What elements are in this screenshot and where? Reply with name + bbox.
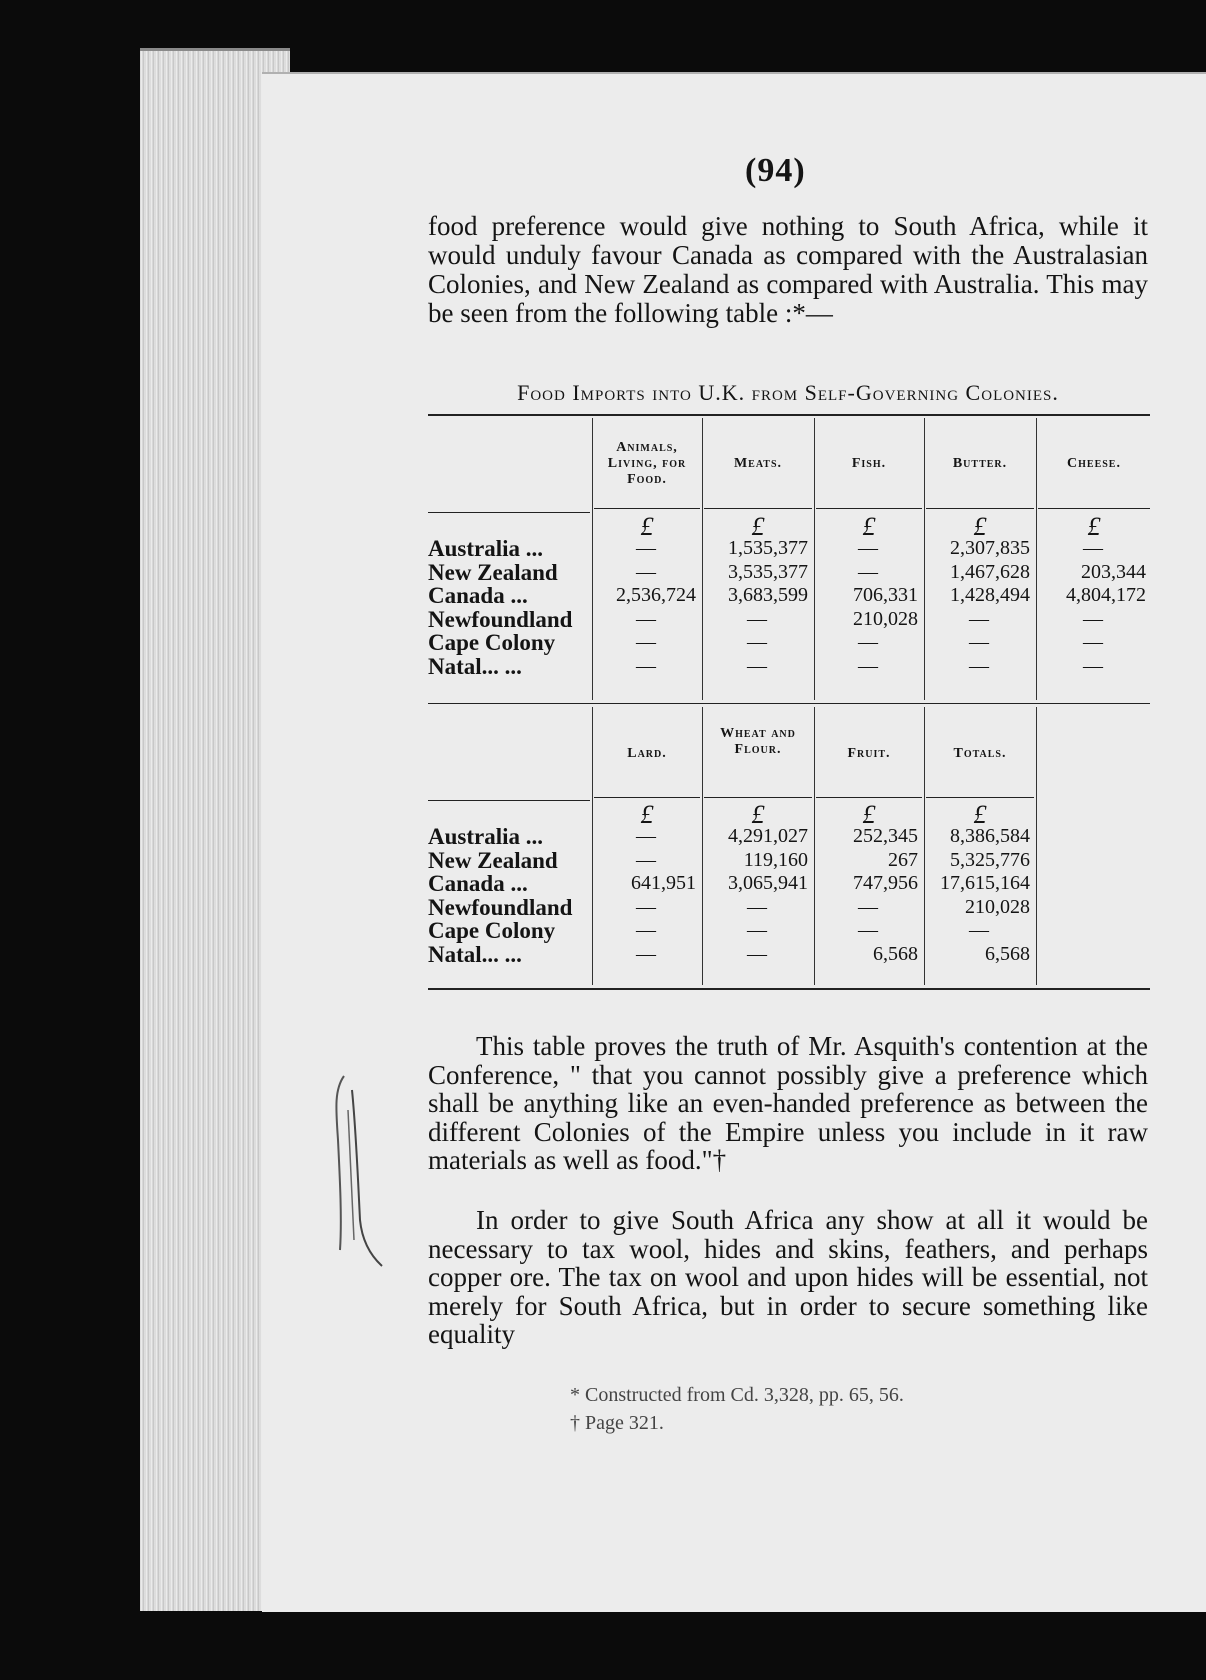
table-cell: —	[1083, 537, 1103, 559]
header-rule	[428, 800, 590, 801]
table-cell: 1,428,494	[950, 584, 1030, 606]
table-cell: —	[747, 607, 767, 630]
column-divider	[924, 707, 925, 985]
table-cell: 252,345	[853, 825, 918, 847]
header-cheese: Cheese.	[1067, 456, 1121, 471]
table-cell: —	[858, 654, 878, 677]
column-divider	[1036, 418, 1037, 700]
table-cell: —	[636, 631, 656, 653]
table-cell: —	[858, 895, 878, 918]
table-cell: —	[636, 919, 656, 941]
header-rule	[704, 508, 812, 509]
row-label: Australia ...	[428, 536, 543, 561]
header-rule	[926, 508, 1034, 509]
currency-symbol: £	[640, 800, 654, 829]
paragraph-intro: food preference would give nothing to South Africa, while it would unduly favour Canada as compared with the Australasian Colonies, and New Zealand as compared with Australia. This may be seen from the following table :*—	[428, 211, 1148, 328]
header-rule	[816, 797, 922, 798]
header-rule	[1038, 508, 1150, 509]
table-cell: 2,307,835	[950, 537, 1030, 559]
header-animals: Animals, Living, for Food.	[607, 440, 687, 487]
header-lard: Lard.	[627, 746, 667, 761]
column-divider	[814, 418, 815, 700]
column-divider	[592, 418, 593, 700]
table-cell: 6,568	[985, 942, 1030, 965]
table-cell: 210,028	[965, 895, 1030, 918]
table-cell: —	[636, 942, 656, 965]
row-label: Natal... ...	[428, 941, 522, 967]
table-cell: —	[858, 537, 878, 559]
header-rule	[704, 797, 812, 798]
table-cell: —	[636, 654, 656, 677]
table-cell: 17,615,164	[940, 872, 1030, 894]
table-cell: —	[969, 607, 989, 630]
header-wheat-flour: Wheat and Flour.	[720, 726, 796, 757]
table-cell: —	[858, 631, 878, 653]
row-label: Newfoundland	[428, 606, 573, 632]
table-cell: 8,386,584	[950, 825, 1030, 847]
header-rule	[926, 797, 1034, 798]
table-cell: 747,956	[853, 872, 918, 894]
table-cell: —	[969, 919, 989, 941]
header-totals: Totals.	[953, 746, 1007, 761]
table-cell: 2,536,724	[616, 584, 696, 606]
paragraph-asquith: This table proves the truth of Mr. Asquith's contention at the Conference, " that you cannot possibly give a preference which shall be anything like an even-handed preference as between the different Colonies of the Empire unless you include in it raw materials as well as food."†	[428, 1031, 1148, 1175]
table-cell: —	[858, 919, 878, 941]
header-butter: Butter.	[952, 456, 1008, 471]
table-cell: —	[636, 560, 656, 583]
table-cell: —	[636, 825, 656, 847]
table-cell: 203,344	[1081, 560, 1146, 583]
table-cell: 1,467,628	[950, 560, 1030, 583]
header-rule	[428, 512, 590, 513]
page-number: (94)	[745, 152, 806, 189]
header-rule	[816, 508, 922, 509]
row-label: New Zealand	[428, 559, 558, 585]
table-cell: —	[858, 560, 878, 583]
column-divider	[702, 418, 703, 700]
table-cell: 210,028	[853, 607, 918, 630]
row-label: New Zealand	[428, 847, 558, 873]
table-cell: —	[1083, 631, 1103, 653]
table-cell: 5,325,776	[950, 848, 1030, 871]
table-cell: 6,568	[873, 942, 918, 965]
table-title: Food Imports into U.K. from Self-Governing Colonies.	[517, 380, 1059, 405]
column-divider	[814, 707, 815, 985]
table-cell: —	[747, 654, 767, 677]
table-cell: 3,535,377	[728, 560, 808, 583]
table-cell: —	[636, 537, 656, 559]
header-meats: Meats.	[733, 456, 783, 471]
currency-symbol: £	[973, 512, 987, 541]
row-label: Natal... ...	[428, 653, 522, 679]
table-cell: 706,331	[853, 584, 918, 606]
table-cell: 3,065,941	[728, 872, 808, 894]
handwritten-margin-mark	[330, 1070, 390, 1270]
table-cell: 4,291,027	[728, 825, 808, 847]
currency-symbol: £	[751, 800, 765, 829]
currency-symbol: £	[862, 800, 876, 829]
footnote-1: * Constructed from Cd. 3,328, pp. 65, 56.	[570, 1384, 904, 1406]
table-cell: 641,951	[631, 872, 696, 894]
table-bottom-rule	[428, 988, 1150, 990]
table-cell: —	[747, 631, 767, 653]
table-cell: —	[747, 895, 767, 918]
currency-symbol: £	[1087, 512, 1101, 541]
table-cell: 267	[888, 848, 918, 871]
header-rule	[594, 508, 700, 509]
header-fish: Fish.	[851, 456, 887, 471]
column-divider	[592, 707, 593, 985]
table-cell: —	[636, 895, 656, 918]
table-cell: —	[636, 848, 656, 871]
table-cell: 119,160	[743, 848, 808, 871]
table-middle-rule	[428, 703, 1150, 704]
row-label: Newfoundland	[428, 894, 573, 920]
row-label: Canada ...	[428, 583, 528, 608]
row-label: Australia ...	[428, 824, 543, 849]
currency-symbol: £	[862, 512, 876, 541]
table-cell: 4,804,172	[1066, 584, 1146, 606]
column-divider	[924, 418, 925, 700]
currency-symbol: £	[751, 512, 765, 541]
table-cell: —	[969, 631, 989, 653]
row-label: Cape Colony	[428, 630, 556, 655]
header-rule	[594, 797, 700, 798]
header-fruit: Fruit.	[847, 746, 891, 761]
column-divider	[1036, 707, 1037, 985]
table-cell: 3,683,599	[728, 584, 808, 606]
table-cell: —	[636, 607, 656, 630]
column-divider	[702, 707, 703, 985]
table-cell: —	[969, 654, 989, 677]
currency-symbol: £	[973, 800, 987, 829]
table-cell: 1,535,377	[728, 537, 808, 559]
table-top-rule	[428, 414, 1150, 416]
table-cell: —	[1083, 607, 1103, 630]
paragraph-south-africa: In order to give South Africa any show at all it would be necessary to tax wool, hides and skins, feathers, and perhaps copper ore. The tax on wool and upon hides will be essential, not merely for South Africa, but in order to secure something like equality	[428, 1205, 1148, 1349]
footnote-2: † Page 321.	[570, 1412, 664, 1434]
table-cell: —	[747, 919, 767, 941]
table-cell: —	[747, 942, 767, 965]
row-label: Cape Colony	[428, 918, 556, 943]
row-label: Canada ...	[428, 871, 528, 896]
table-cell: —	[1083, 654, 1103, 677]
currency-symbol: £	[640, 512, 654, 541]
